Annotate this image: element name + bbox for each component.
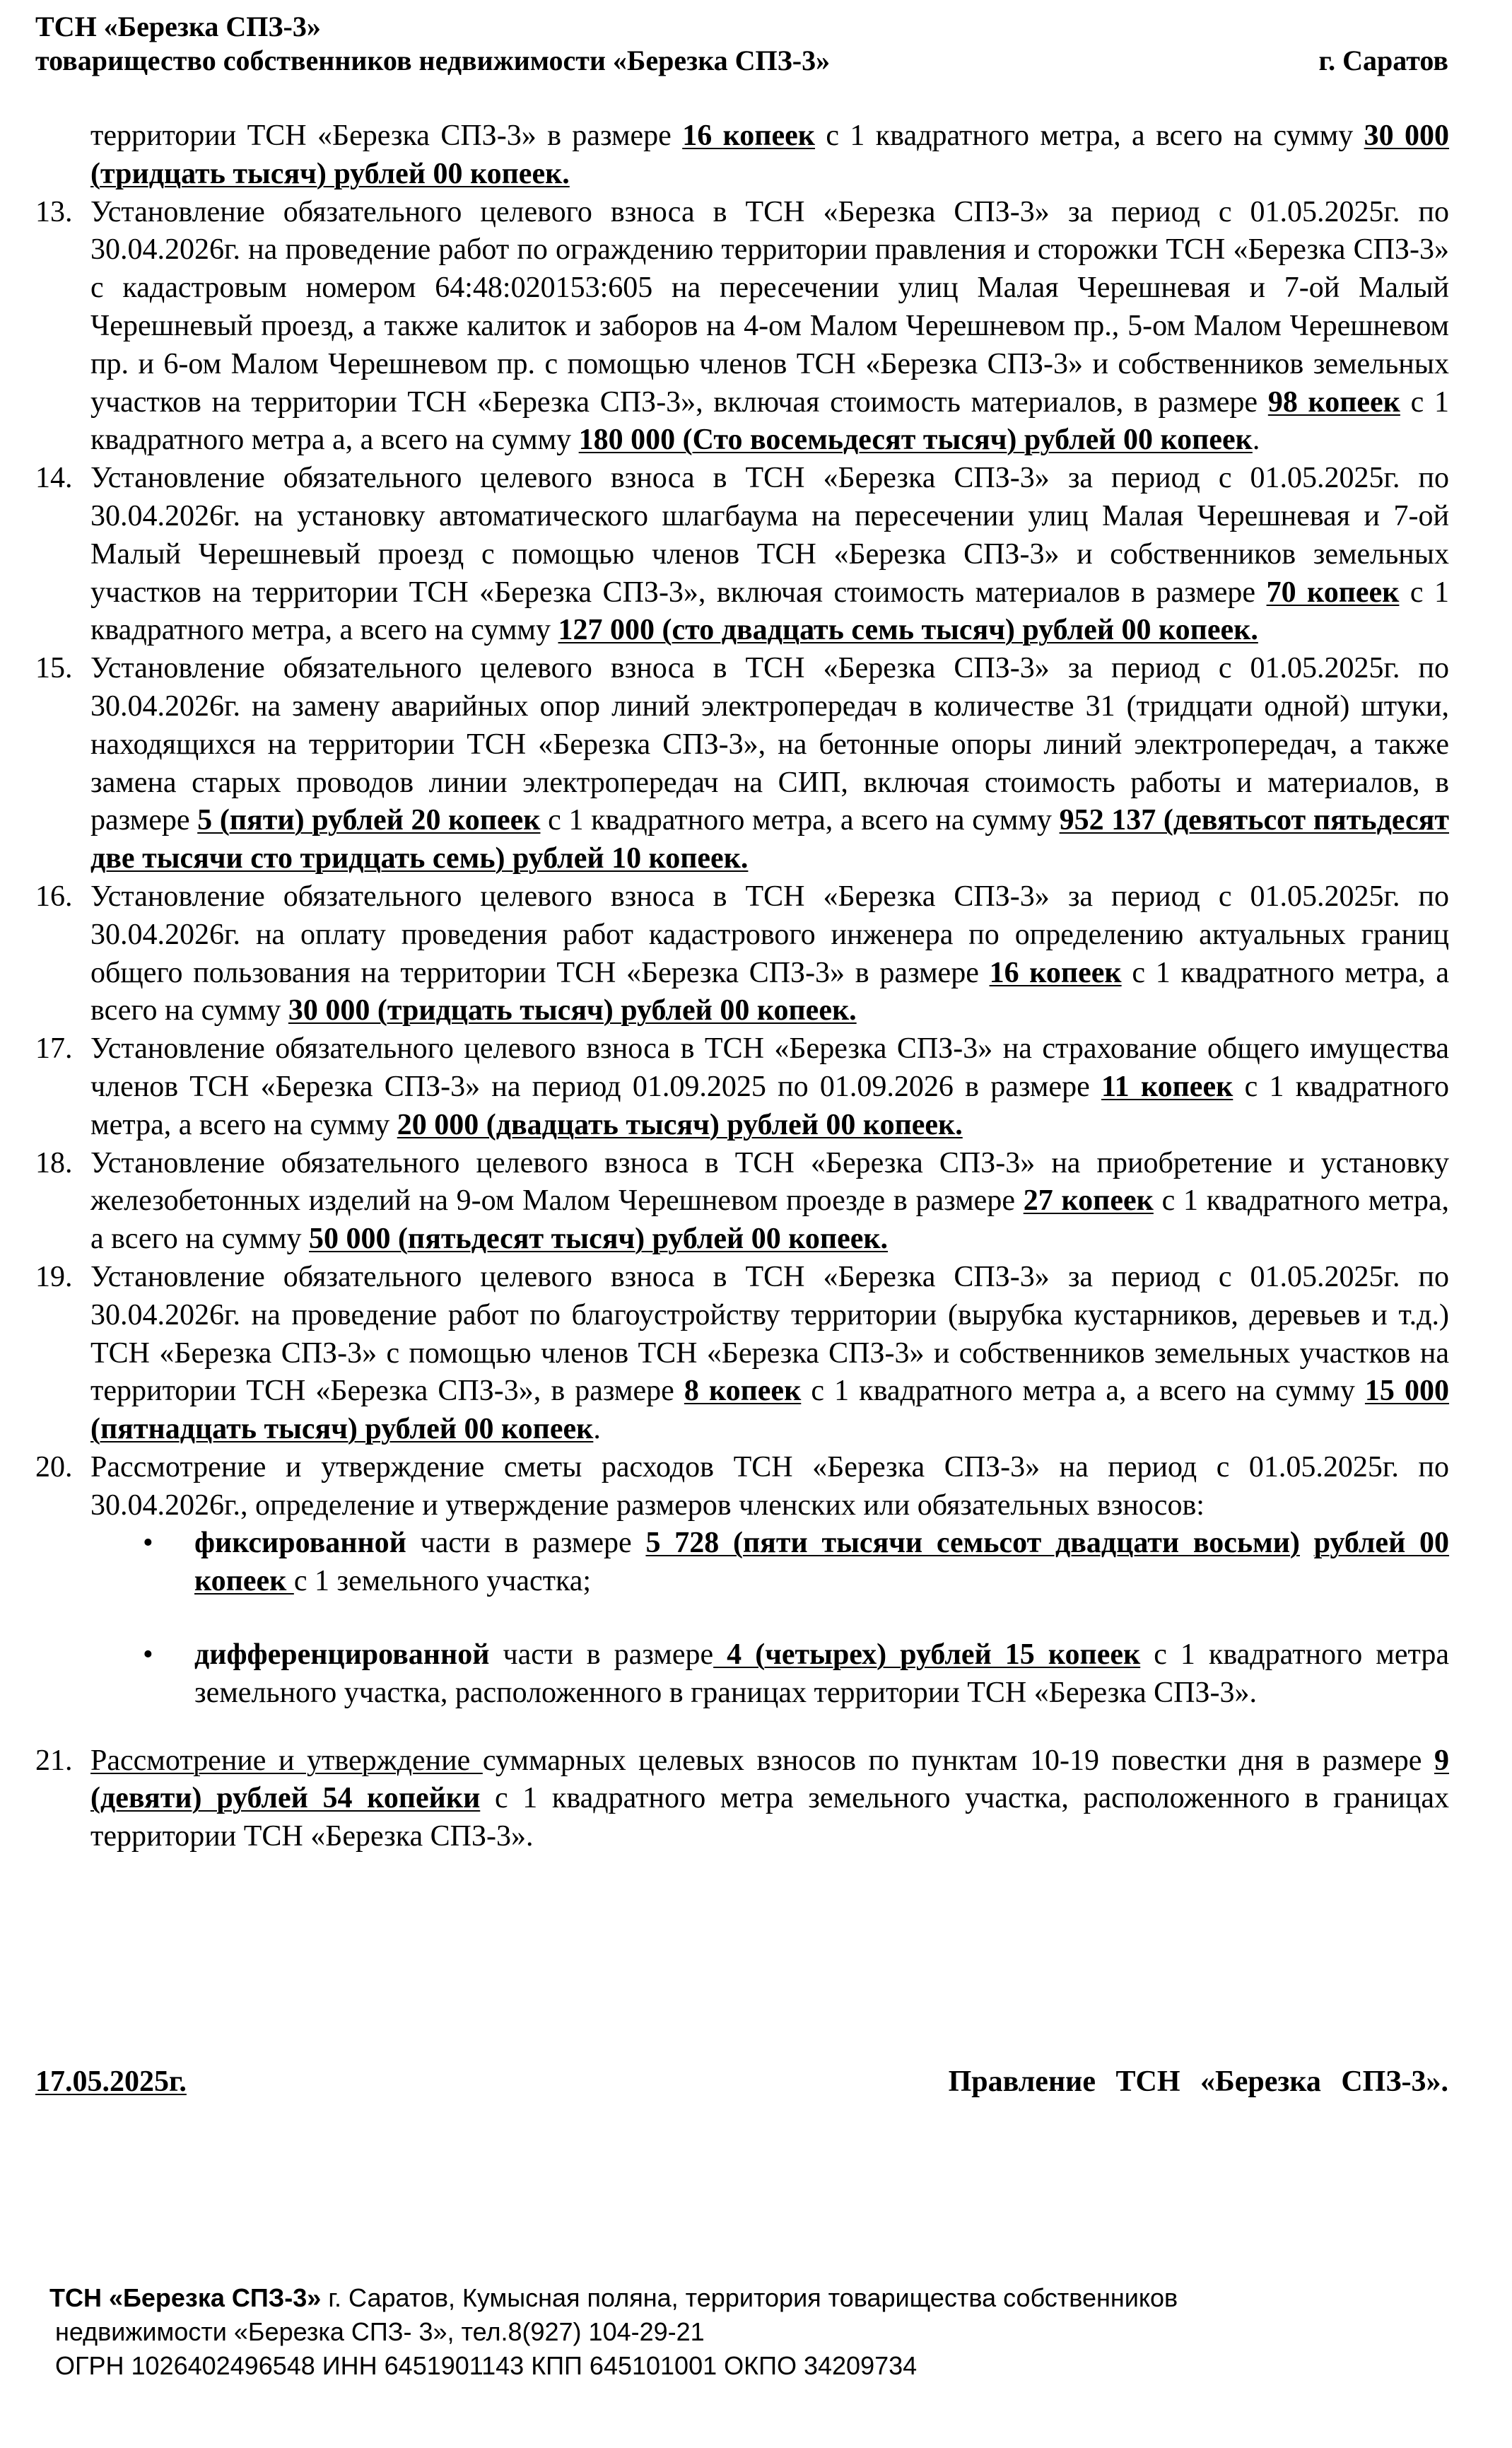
item-12-continuation: территории ТСН «Березка СПЗ-3» в размере 16 копеек с 1 квадратного метра, а всего на сумму 30 000 (тридцать тысяч) рублей 00 копеек. — [90, 120, 1450, 190]
header-org-short: ТСН «Березка СПЗ-3» — [35, 11, 321, 42]
item-number: 20. — [35, 1450, 73, 1484]
footer-line-2: недвижимости «Березка СПЗ- 3», тел.8(927) 104-29-21 — [55, 2317, 705, 2346]
spacer — [35, 1601, 1449, 1636]
amount-per-sqm: 8 копеек — [684, 1375, 802, 1408]
amount-unit: рублей 00 копеек — [194, 1527, 1450, 1598]
agenda-item-15: 15. Установление обязательного целевого взноса в ТСН «Березка СПЗ-3» за период с 01.05.2025г. по 30.04.2026г. на замену аварийных опор линий электропередач в количестве 31 (тридцати одной) штуки, находящихся на территории ТСН «Березка СПЗ-3», на бетонные опоры линий электропередач, а также замена старых проводов линии электропередач на СИП, включая стоимость работы и материалов, в размере 5 (пяти) рублей 20 копеек с 1 квадратного метра, а всего на сумму 952 137 (девятьсот пятьдесят две тысячи сто тридцать семь) рублей 10 копеек. — [35, 650, 1449, 878]
header-org-full: товарищество собственников недвижимости «Березка СПЗ-3» — [35, 45, 831, 76]
amount-per-sqm: 98 копеек — [1267, 385, 1400, 419]
total-amount: 15 000 (пятнадцать тысяч) рублей 00 копеек — [90, 1375, 1450, 1446]
document-body — [35, 117, 1449, 1856]
header-city: г. Саратов — [1318, 45, 1448, 76]
bullet-differentiated-part: • дифференцированной части в размере 4 (четырех) рублей 15 копеек с 1 квадратного метра земельного участка, расположенного в границах территории ТСН «Березка СПЗ-3». — [35, 1636, 1449, 1713]
fee-bullet-list — [35, 1525, 1449, 1712]
footer-org-name: ТСН «Березка СПЗ-3» — [49, 2283, 322, 2312]
item-number: 15. — [35, 652, 73, 685]
total-amount: 50 000 (пятьдесят тысяч) рублей 00 копеек. — [309, 1223, 889, 1256]
item-number: 21. — [35, 1744, 73, 1777]
agenda-item-14: 14. Установление обязательного целевого взноса в ТСН «Березка СПЗ-3» за период с 01.05.2025г. по 30.04.2026г. на установку автоматического шлагбаума на пересечении улиц Малая Черешневая и 7-ой Малый Черешневый проезд с помощью членов ТСН «Березка СПЗ-3» и собственников земельных участков на территории ТСН «Березка СПЗ-3», включая стоимость материалов в размере 70 копеек с 1 квадратного метра, а всего на сумму 127 000 (сто двадцать семь тысяч) рублей 00 копеек. — [35, 460, 1449, 650]
item-number: 19. — [35, 1260, 73, 1293]
signature-date: 17.05.2025г. — [35, 2065, 187, 2098]
amount-per-sqm: 27 копеек — [1023, 1184, 1154, 1218]
amount-per-sqm: 16 копеек — [989, 956, 1122, 989]
spacer — [35, 1713, 1449, 1742]
agenda-item-16: 16. Установление обязательного целевого взноса в ТСН «Березка СПЗ-3» за период с 01.05.2025г. по 30.04.2026г. на оплату проведения работ кадастрового инженера по определению актуальных границ общего пользования на территории ТСН «Березка СПЗ-3» в размере 16 копеек с 1 квадратного метра, а всего на сумму 30 000 (тридцать тысяч) рублей 00 копеек. — [35, 878, 1449, 1030]
amount: 5 728 (пяти тысячи семьсот двадцати восьми) — [645, 1527, 1300, 1560]
item-number: 18. — [35, 1146, 73, 1179]
agenda-item-13: 13. Установление обязательного целевого взноса в ТСН «Березка СПЗ-3» за период с 01.05.2025г. по 30.04.2026г. на проведение работ по ограждению территории правления и сторожки ТСН «Березка СПЗ-3» с кадастровым номером 64:48:020153:605 на пересечении улиц Малая Черешневая и 7-ой Малый Черешневый проезд, а также калиток и заборов на 4-ом Малом Черешневом пр., 5-ом Малом Черешневом пр. и 6-ом Малом Черешневом пр. с помощью членов ТСН «Березка СПЗ-3» и собственников земельных участков на территории ТСН «Березка СПЗ-3», включая стоимость материалов, в размере 98 копеек с 1 квадратного метра а, а всего на сумму 180 000 (Сто восемьдесят тысяч) рублей 00 копеек. — [35, 194, 1449, 460]
amount-per-sqm: 5 (пяти) рублей 20 копеек — [197, 804, 541, 837]
total-amount: 20 000 (двадцать тысяч) рублей 00 копеек. — [397, 1108, 963, 1141]
amount-per-sqm: 11 копеек — [1101, 1070, 1233, 1103]
item-number: 14. — [35, 462, 73, 495]
bullet-dot-icon: • — [143, 1638, 153, 1672]
bullet-fixed-part: • фиксированной части в размере 5 728 (пяти тысячи семьсот двадцати восьми) рублей 00 копеек с 1 земельного участка; — [35, 1525, 1449, 1601]
footer-requisites — [49, 2281, 1178, 2383]
agenda-item-17: 17. Установление обязательного целевого взноса в ТСН «Березка СПЗ-3» на страхование общего имущества членов ТСН «Березка СПЗ-3» на период 01.09.2025 по 01.09.2026 в размере 11 копеек с 1 квадратного метра, а всего на сумму 20 000 (двадцать тысяч) рублей 00 копеек. — [35, 1030, 1449, 1144]
signature-board: Правление ТСН «Березка СПЗ-3». — [948, 2065, 1448, 2098]
amount-per-sqm: 16 копеек — [682, 120, 815, 152]
agenda-item-18: 18. Установление обязательного целевого взноса в ТСН «Березка СПЗ-3» на приобретение и установку железобетонных изделий на 9-ом Малом Черешневом проезде в размере 27 копеек с 1 квадратного метра, а всего на сумму 50 000 (пятьдесят тысяч) рублей 00 копеек. — [35, 1145, 1449, 1259]
agenda-item-20: 20. Рассмотрение и утверждение сметы расходов ТСН «Березка СПЗ-3» на период с 01.05.2025г. по 30.04.2026г., определение и утверждение размеров членских или обязательных взносов: — [35, 1449, 1449, 1525]
total-amount: 127 000 (сто двадцать семь тысяч) рублей 00 копеек. — [558, 614, 1258, 647]
footer-line-3: ОГРН 1026402496548 ИНН 6451901143 КПП 645101001 ОКПО 34209734 — [55, 2351, 918, 2380]
total-amount: 30 000 (тридцать тысяч) рублей 00 копеек. — [90, 120, 1450, 190]
amount: 4 (четырех) рублей 15 копеек — [713, 1638, 1141, 1672]
total-amount: 180 000 (Сто восемьдесят тысяч) рублей 00 копеек — [578, 424, 1253, 457]
total-amount: 30 000 (тридцать тысяч) рублей 00 копеек. — [288, 994, 857, 1027]
footer-line-1: ТСН «Березка СПЗ-3» г. Саратов, Кумысная поляна, территория товарищества собственников — [49, 2283, 1178, 2312]
amount-per-sqm: 9 (девяти) рублей 54 копейки — [90, 1744, 1449, 1815]
agenda-item-19: 19. Установление обязательного целевого взноса в ТСН «Березка СПЗ-3» за период с 01.05.2025г. по 30.04.2026г. на проведение работ по благоустройству территории (вырубка кустарников, деревьев и т.д.) ТСН «Березка СПЗ-3» с помощью членов ТСН «Березка СПЗ-3» и собственников земельных участков на территории ТСН «Березка СПЗ-3», в размере 8 копеек с 1 квадратного метра а, а всего на сумму 15 000 (пятнадцать тысяч) рублей 00 копеек. — [35, 1259, 1449, 1449]
agenda-item-21: 21. Рассмотрение и утверждение суммарных целевых взносов по пунктам 10-19 повестки дня в размере 9 (девяти) рублей 54 копейки с 1 квадратного метра земельного участка, расположенного в границах территории ТСН «Березка СПЗ-3». — [35, 1742, 1449, 1856]
item-number: 13. — [35, 195, 73, 228]
bullet-dot-icon: • — [143, 1527, 153, 1560]
item-number: 17. — [35, 1032, 73, 1066]
amount-per-sqm: 70 копеек — [1266, 576, 1400, 609]
item-number: 16. — [35, 880, 73, 913]
total-amount: 952 137 (девятьсот пятьдесят две тысячи сто тридцать семь) рублей 10 копеек. — [90, 804, 1450, 875]
